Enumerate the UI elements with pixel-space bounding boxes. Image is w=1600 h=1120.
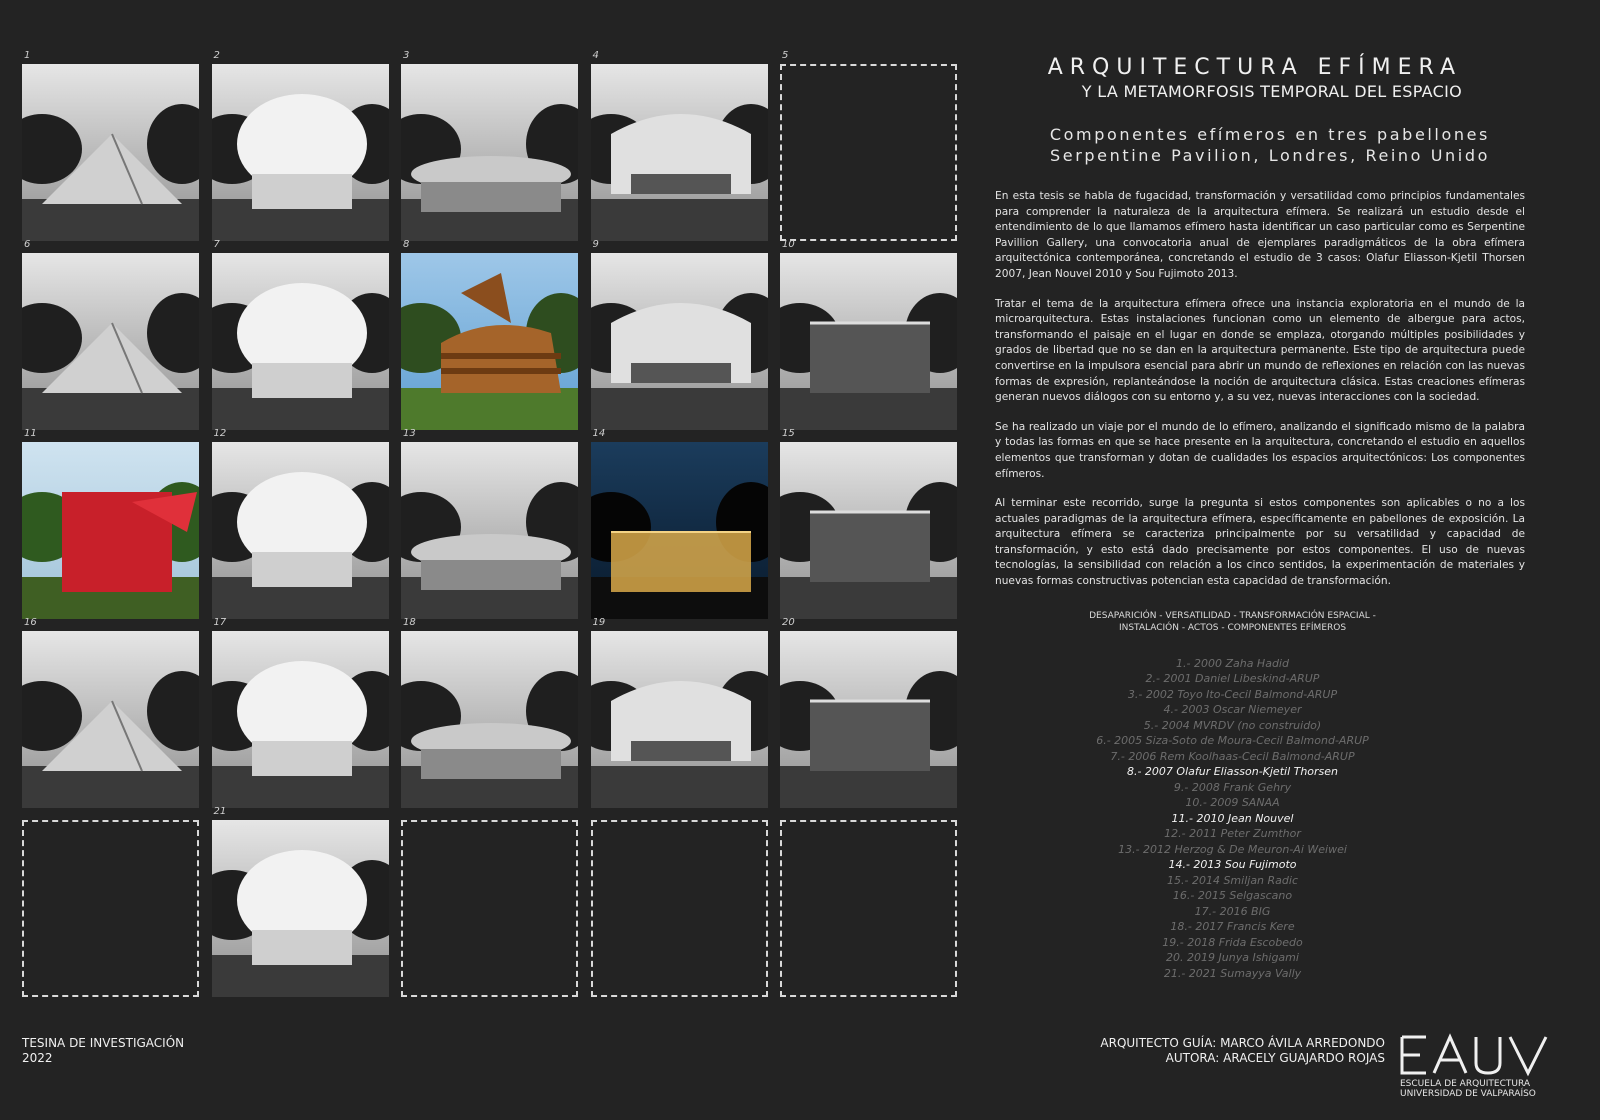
pavilion-list-item: 2.- 2001 Daniel Libeskind-ARUP xyxy=(1145,672,1320,686)
pavilion-photo xyxy=(401,253,578,430)
photo-number: 19 xyxy=(592,617,606,628)
photo-number: 8 xyxy=(403,239,410,250)
keywords-line2: INSTALACIÓN - ACTOS - COMPONENTES EFÍMEROS xyxy=(1118,622,1347,633)
pavilion-photo xyxy=(212,631,389,808)
photo-number: 17 xyxy=(213,617,227,628)
pavilion-list-item: 14.- 2013 Sou Fujimoto xyxy=(1168,858,1297,872)
pavilion-photo-cell xyxy=(212,617,389,808)
page-title: ARQUITECTURA EFÍMERA xyxy=(1047,55,1462,80)
dashed-placeholder xyxy=(401,820,578,997)
photo-number: 20 xyxy=(782,617,795,628)
eauv-logo-mark xyxy=(1400,1033,1560,1077)
pavilion-list xyxy=(995,656,1530,982)
pavilion-photo xyxy=(212,253,389,430)
pavilion-photo xyxy=(591,631,768,808)
guide-architect: ARQUITECTO GUÍA: MARCO ÁVILA ARREDONDO xyxy=(1100,1036,1385,1050)
photo-number: 13 xyxy=(403,428,416,439)
eauv-logo xyxy=(1400,1033,1565,1099)
subtitle-line2: Serpentine Pavilion, Londres, Reino Unido xyxy=(1050,146,1490,165)
pavilion-photo xyxy=(22,64,199,241)
pavilion-photo-cell xyxy=(22,239,199,430)
thesis-type: TESINA DE INVESTIGACIÓN xyxy=(22,1036,185,1050)
pavilion-photo xyxy=(591,442,768,619)
pavilion-list-item: 6.- 2005 Siza-Soto de Moura-Cecil Balmond-ARUP xyxy=(1096,734,1369,748)
pavilion-photo-cell xyxy=(22,428,199,619)
empty-slot xyxy=(591,820,768,997)
pavilion-list-item: 17.- 2016 BIG xyxy=(1194,904,1271,918)
pavilion-list-item: 7.- 2006 Rem Koolhaas-Cecil Balmond-ARUP xyxy=(1110,749,1355,763)
pavilion-list-item: 21.- 2021 Sumayya Vally xyxy=(1163,966,1302,980)
photo-number: 9 xyxy=(592,239,599,250)
pavilion-photo-cell xyxy=(22,50,199,241)
photo-number: 14 xyxy=(592,428,606,439)
photo-number: 3 xyxy=(403,50,410,61)
pavilion-list-item: 12.- 2011 Peter Zumthor xyxy=(1164,827,1301,841)
dashed-placeholder xyxy=(780,820,957,997)
empty-slot xyxy=(780,820,957,997)
page-title-line2: Y LA METAMORFOSIS TEMPORAL DEL ESPACIO xyxy=(1081,82,1462,101)
pavilion-photo-cell xyxy=(212,239,389,430)
pavilion-photo xyxy=(212,442,389,619)
pavilion-photo xyxy=(780,442,957,619)
pavilion-photo-cell xyxy=(591,428,768,619)
pavilion-photo-cell xyxy=(401,239,578,430)
pavilion-list-item: 10.- 2009 SANAA xyxy=(1185,796,1280,810)
pavilion-list-item: 9.- 2008 Frank Gehry xyxy=(1173,780,1292,794)
school-line2: UNIVERSIDAD DE VALPARAÍSO xyxy=(1400,1089,1536,1099)
pavilion-photo xyxy=(780,253,957,430)
photo-number: 21 xyxy=(213,806,227,817)
photo-number: 10 xyxy=(782,239,795,250)
photo-number: 5 xyxy=(782,50,789,61)
pavilion-photo xyxy=(780,631,957,808)
pavilion-list-item: 11.- 2010 Jean Nouvel xyxy=(1171,811,1294,825)
pavilion-list-item: 20. 2019 Junya Ishigami xyxy=(1166,951,1299,965)
photo-number: 12 xyxy=(213,428,227,439)
pavilion-photo-cell xyxy=(22,617,199,808)
abstract-paragraph-3: Se ha realizado un viaje por el mundo de lo efímero, analizando el significado mismo de la palabra y todas las formas en que se hace presente en la arquitectura, concretando el estudio en aquellos elementos que transforman y dotan de cualidades los espacios arquitectónicos: Los componentes efímeros. xyxy=(995,420,1525,480)
dashed-placeholder xyxy=(591,820,768,997)
pavilion-list-item: 15.- 2014 Smiljan Radic xyxy=(1167,873,1298,887)
pavilion-photo-cell xyxy=(401,617,578,808)
pavilion-photo-cell xyxy=(401,428,578,619)
pavilion-photo xyxy=(401,442,578,619)
empty-slot xyxy=(22,820,199,997)
pavilion-photo xyxy=(401,64,578,241)
pavilion-photo xyxy=(22,442,199,619)
abstract-paragraph-4: Al terminar este recorrido, surge la pregunta si estos componentes son aplicables o no a los actuales paradigmas de la arquitectura efímera, específicamente en pabellones de exposición. La arquitectura efímera se caracteriza principalmente por su versatilidad y capacidad de transformación, y esto está dado precisamente por estos componentes. El uso de nuevas tecnologías, la sensibilidad con relación a los cinco sentidos, la experimentación de materiales y nuevas formas constructivas potencian esta capacidad de transformación. xyxy=(995,497,1525,588)
abstract-paragraph-2: Tratar el tema de la arquitectura efímera ofrece una instancia exploratoria en el mundo de la microarquitectura. Estas instalaciones funcionan como un elemento de albergue para actos, transformando el paisaje en el lugar en donde se emplaza, otorgando múltiples posibilidades y grados de libertad que no se dan en la arquitectura permanente. Este tipo de arquitectura puede convertirse en la impulsora esencial para abrir un mundo de reflexiones en relación con las nuevas formas de expresión, replanteándose la noción de arquitectura clásica. Estas creaciones efímeras generan nuevos diálogos con su entorno y, a su vez, nuevas interacciones con la sociedad. xyxy=(995,297,1525,404)
pavilion-photo-cell xyxy=(780,428,957,619)
pavilion-photo xyxy=(401,631,578,808)
pavilion-photo-cell xyxy=(591,50,768,241)
empty-slot xyxy=(780,50,957,241)
pavilion-list-item: 13.- 2012 Herzog & De Meuron-Ai Weiwei xyxy=(1118,842,1347,856)
pavilion-photo xyxy=(591,64,768,241)
pavilion-photo xyxy=(22,631,199,808)
photo-number: 2 xyxy=(213,50,220,61)
pavilion-list-item: 4.- 2003 Oscar Niemeyer xyxy=(1163,703,1302,717)
dashed-placeholder xyxy=(22,820,199,997)
keywords-line1: DESAPARICIÓN - VERSATILIDAD - TRANSFORMACIÓN ESPACIAL - xyxy=(1089,610,1376,621)
pavilion-photo xyxy=(22,253,199,430)
pavilion-list-item: 3.- 2002 Toyo Ito-Cecil Balmond-ARUP xyxy=(1127,687,1338,701)
school-line1: ESCUELA DE ARQUITECTURA xyxy=(1400,1079,1531,1089)
keywords xyxy=(995,610,1530,634)
pavilion-photo-cell xyxy=(212,428,389,619)
author: AUTORA: ARACELY GUAJARDO ROJAS xyxy=(1165,1051,1385,1065)
pavilion-photo-cell xyxy=(780,617,957,808)
photo-number: 6 xyxy=(24,239,31,250)
photo-number: 16 xyxy=(24,617,37,628)
text-column xyxy=(995,55,1530,981)
pavilion-photo-cell xyxy=(591,239,768,430)
thesis-label xyxy=(22,1036,184,1066)
pavilion-photo-cell xyxy=(401,50,578,241)
credits xyxy=(1060,1036,1385,1066)
pavilion-photo xyxy=(212,820,389,997)
pavilion-photo-cell xyxy=(591,617,768,808)
pavilion-photo-cell xyxy=(212,806,389,997)
photo-number: 15 xyxy=(782,428,795,439)
photo-number: 7 xyxy=(213,239,220,250)
pavilion-list-item: 8.- 2007 Olafur Eliasson-Kjetil Thorsen xyxy=(1126,765,1339,779)
pavilion-list-item: 18.- 2017 Francis Kere xyxy=(1170,920,1295,934)
pavilion-photo xyxy=(591,253,768,430)
pavilion-photo-cell xyxy=(212,50,389,241)
pavilion-photo xyxy=(212,64,389,241)
photo-number: 1 xyxy=(24,50,31,61)
pavilion-list-item: 5.- 2004 MVRDV (no construido) xyxy=(1143,718,1322,732)
dashed-placeholder xyxy=(780,64,957,241)
photo-number: 18 xyxy=(403,617,416,628)
subtitle-line1: Componentes efímeros en tres pabellones xyxy=(1049,125,1490,144)
pavilion-list-item: 16.- 2015 Selgascano xyxy=(1172,889,1293,903)
empty-slot xyxy=(401,820,578,997)
photo-number: 11 xyxy=(24,428,37,439)
abstract-paragraph-1: En esta tesis se habla de fugacidad, transformación y versatilidad como principios fundamentales para comprender la naturaleza de la arquitectura efímera. Se realizará un estudio desde el entendimiento de lo que llamamos efímero hasta identificar un caso particular como es Serpentine Pavillion Gallery, una convocatoria anual de ejemplares paradigmáticos de la obra efímera arquitectónica contemporánea, concretando el estudio de 3 casos: Olafur Eliasson-Kjetil Thorsen 2007, Jean Nouvel 2010 y Sou Fujimoto 2013. xyxy=(995,190,1525,280)
pavilion-list-item: 19.- 2018 Frida Escobedo xyxy=(1162,935,1303,949)
pavilion-list-item: 1.- 2000 Zaha Hadid xyxy=(1176,656,1289,670)
photo-number: 4 xyxy=(592,50,599,61)
thesis-year: 2022 xyxy=(22,1051,53,1065)
pavilion-photo-cell xyxy=(780,239,957,430)
